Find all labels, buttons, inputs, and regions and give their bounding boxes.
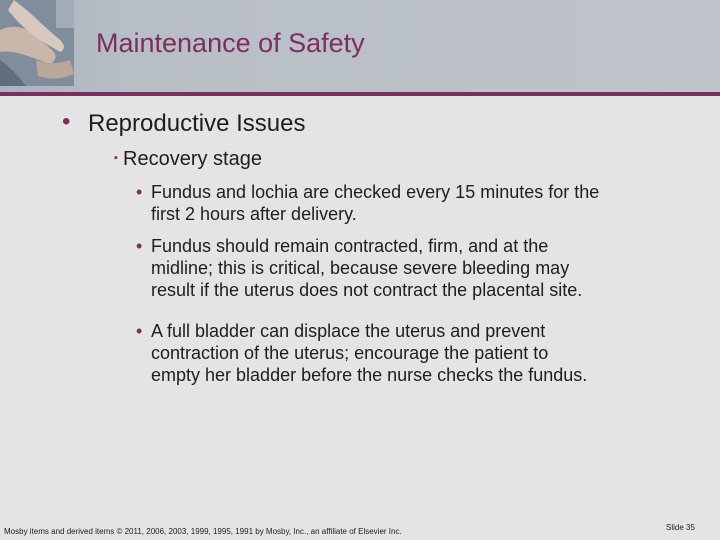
level3-line: first 2 hours after delivery. xyxy=(151,204,357,224)
level2-bullet: ▪ xyxy=(114,152,118,164)
level2-text: Recovery stage xyxy=(123,148,262,170)
level3-bullet: • xyxy=(136,321,143,341)
slide-title: Maintenance of Safety xyxy=(96,28,365,58)
level3-item-2 xyxy=(136,235,696,301)
level3-line: empty her bladder before the nurse checks the fundus. xyxy=(151,365,588,385)
level3-line: A full bladder can displace the uterus and prevent xyxy=(151,321,546,341)
level3-bullet: • xyxy=(136,236,143,256)
footer-copyright: Mosby items and derived items © 2011, 2006, 2003, 1999, 1995, 1991 by Mosby, Inc., an affiliate of Elsevier Inc. xyxy=(4,527,402,536)
level3-line: Fundus and lochia are checked every 15 minutes for the xyxy=(151,182,600,202)
header-photo xyxy=(0,0,74,86)
header-divider xyxy=(0,92,720,96)
level3-line: result if the uterus does not contract the placental site. xyxy=(151,280,583,300)
hands-photo-icon xyxy=(0,0,74,86)
level1-bullet: • xyxy=(62,108,71,135)
level1-text: Reproductive Issues xyxy=(88,110,306,137)
slide-number: Slide 35 xyxy=(666,523,695,532)
level3-item-3 xyxy=(136,320,696,386)
level3-item-1 xyxy=(136,181,696,225)
level3-bullet: • xyxy=(136,182,143,202)
level3-line: contraction of the uterus; encourage the patient to xyxy=(151,343,549,363)
level3-line: Fundus should remain contracted, firm, and at the xyxy=(151,236,549,256)
level3-line: midline; this is critical, because severe bleeding may xyxy=(151,258,570,278)
